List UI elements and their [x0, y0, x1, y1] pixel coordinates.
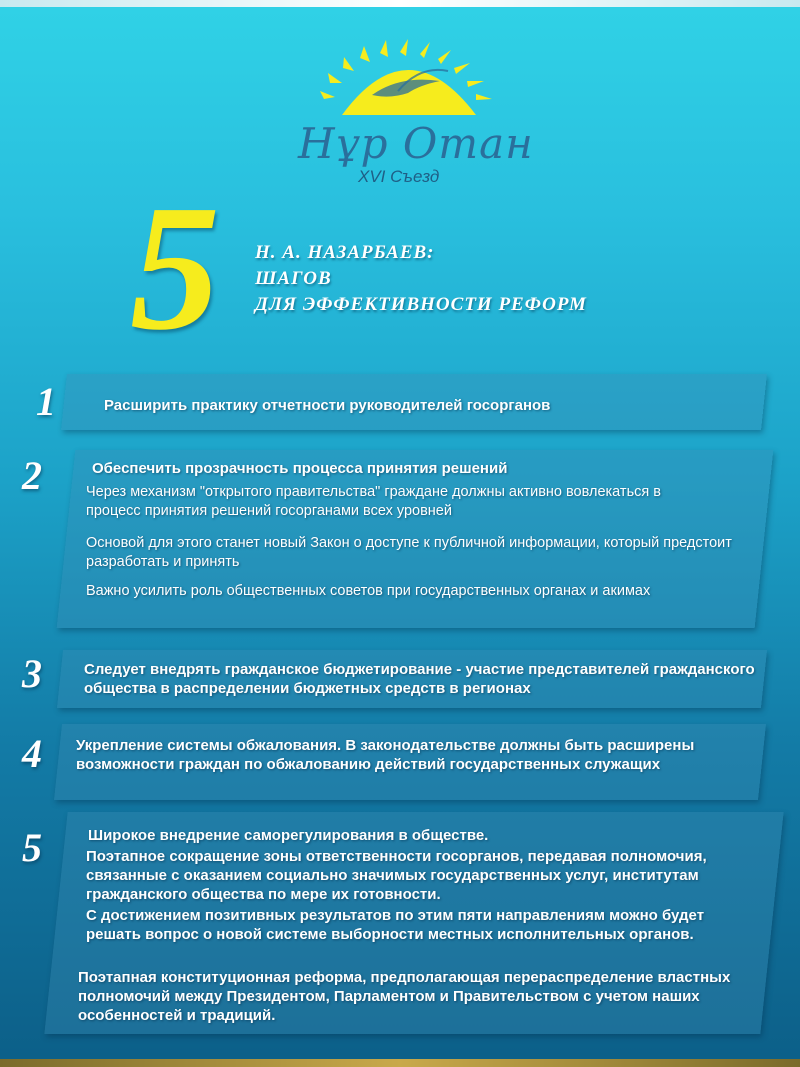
step-title: Обеспечить прозрачность процесса принятия решений	[92, 460, 508, 477]
step-point: Основой для этого станет новый Закон о доступе к публичной информации, который предстоит разработать и принять	[86, 535, 732, 570]
congress-label: XVI Съезд	[358, 167, 440, 186]
top-rule	[0, 0, 800, 7]
step-number: 5	[22, 825, 42, 870]
step-title: Следует внедрять гражданское бюджетирование - участие представителей гражданского общества в распределении бюджетных средств в регионах	[84, 661, 755, 697]
headline-line: ДЛЯ ЭФФЕКТИВНОСТИ РЕФОРМ	[255, 294, 587, 315]
step-number: 3	[22, 651, 42, 696]
step-paragraph: Поэтапная конституционная реформа, предполагающая перераспределение властных полномочий между Президентом, Парламентом и Правительством с учетом наших особенностей и традиций.	[78, 969, 731, 1024]
step-paragraph: С достижением позитивных результатов по этим пяти направлениям можно будет решать вопрос о новой системе выборности местных исполнительных органов.	[86, 907, 705, 943]
party-logo	[280, 35, 534, 195]
headline-line: ШАГОВ	[255, 268, 332, 289]
step-paragraph: Поэтапное сокращение зоны ответственности госорганов, передавая полномочия, связанные с оказанием социально значимых государственных услуг, институтам гражданского общества по мере их готовности.	[86, 848, 707, 903]
step-number: 1	[36, 379, 56, 424]
step-number: 4	[22, 731, 42, 776]
bottom-rule	[0, 1059, 800, 1067]
step-number: 2	[22, 453, 42, 498]
step-point: Через механизм "открытого правительства" граждане должны активно вовлекаться в процесс принятия решений госорганами всех уровней	[86, 484, 661, 519]
step-title: Широкое внедрение саморегулирования в обществе.	[88, 827, 489, 844]
brand-name: Нұр Отан	[298, 119, 534, 168]
step-point: Важно усилить роль общественных советов при государственных органах и акимах	[86, 583, 651, 599]
big-number: 5	[130, 168, 220, 367]
step-title: Укрепление системы обжалования. В законодательстве должны быть расширены возможности граждан по обжалованию действий государственных служащих	[76, 737, 695, 773]
step-title: Расширить практику отчетности руководителей госорганов	[104, 397, 551, 414]
headline-line: Н. А. НАЗАРБАЕВ:	[255, 242, 435, 263]
headline	[255, 240, 587, 318]
